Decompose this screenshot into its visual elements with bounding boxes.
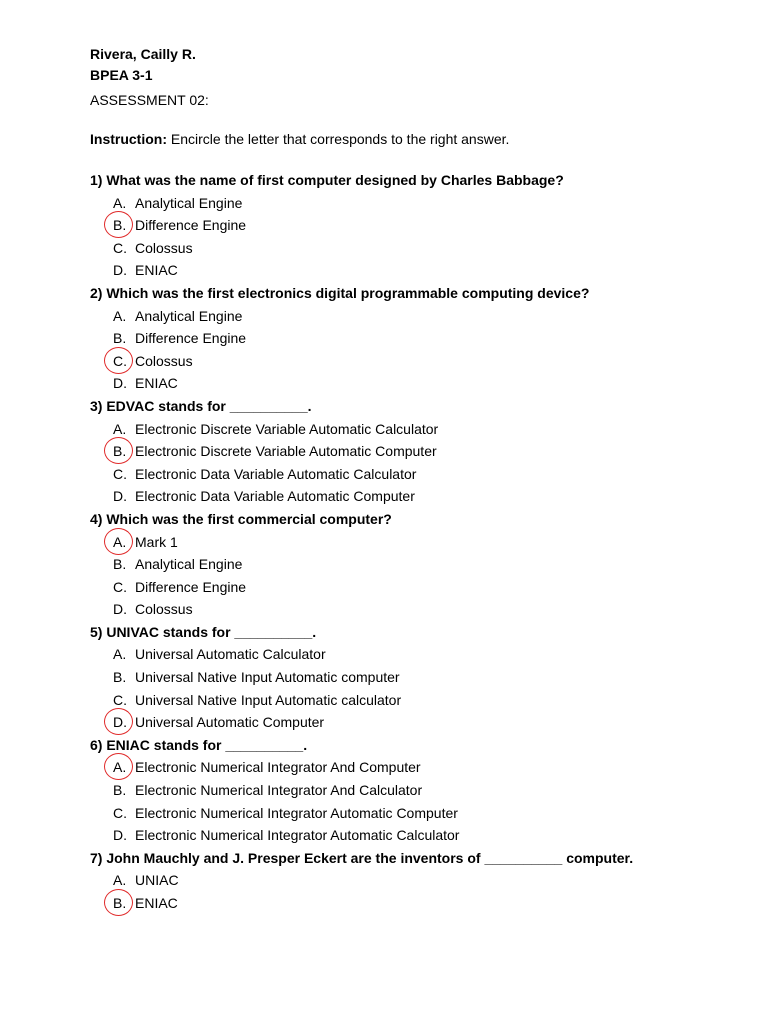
- option-text: Colossus: [135, 601, 193, 618]
- answer-option: [90, 305, 750, 328]
- answer-option: [90, 485, 750, 508]
- question-text: 6) ENIAC stands for __________.: [90, 736, 308, 753]
- option-letter: B.: [113, 895, 127, 911]
- answer-option: [90, 711, 750, 734]
- option-text: Electronic Discrete Variable Automatic Computer: [135, 443, 437, 460]
- answer-option: [90, 259, 750, 282]
- option-letter: B.: [113, 556, 127, 573]
- option-letter: B.: [113, 782, 127, 799]
- question-text: 4) Which was the first commercial computer?: [90, 510, 392, 527]
- option-letter: D.: [113, 827, 127, 844]
- option-letter: D.: [113, 488, 127, 505]
- question-block: [90, 169, 750, 282]
- option-letter: C.: [113, 804, 127, 821]
- option-letter: A.: [113, 307, 127, 324]
- option-letter: A.: [113, 533, 127, 550]
- answer-option: [90, 779, 750, 802]
- option-text: Mark 1: [135, 533, 178, 550]
- option-text: Electronic Data Variable Automatic Calculator: [135, 465, 417, 482]
- answer-option: [90, 531, 750, 554]
- answer-option: [90, 756, 750, 779]
- question-block: [90, 734, 750, 847]
- option-text: ENIAC: [135, 375, 178, 392]
- option-text: ENIAC: [135, 895, 178, 911]
- option-letter: C.: [113, 691, 127, 708]
- option-letter: D.: [113, 714, 127, 731]
- option-letter: C.: [113, 352, 127, 369]
- option-text: UNIAC: [135, 872, 179, 889]
- option-letter: C.: [113, 239, 127, 256]
- option-letter: C.: [113, 465, 127, 482]
- option-text: Colossus: [135, 352, 193, 369]
- option-text: Electronic Numerical Integrator Automatic Calculator: [135, 827, 460, 844]
- option-letter: D.: [113, 262, 127, 279]
- assessment-title: ASSESSMENT 02:: [90, 92, 209, 108]
- question-text: 3) EDVAC stands for __________.: [90, 397, 312, 414]
- instruction: [90, 129, 750, 149]
- option-text: Difference Engine: [135, 217, 247, 234]
- option-letter: A.: [113, 194, 127, 211]
- question-block: [90, 282, 750, 395]
- answer-option: [90, 892, 750, 915]
- option-letter: D.: [113, 375, 127, 392]
- question-text: 2) Which was the first electronics digital programmable computing device?: [90, 284, 590, 301]
- answer-option: [90, 440, 750, 463]
- question-block: [90, 847, 750, 915]
- student-name: Rivera, Cailly R.: [90, 46, 196, 62]
- option-text: Analytical Engine: [135, 194, 243, 211]
- option-text: Electronic Data Variable Automatic Computer: [135, 488, 415, 505]
- option-text: Electronic Numerical Integrator And Computer: [135, 759, 421, 776]
- answer-option: [90, 350, 750, 373]
- document-page: [90, 44, 750, 915]
- answer-option: [90, 576, 750, 599]
- answer-option: [90, 553, 750, 576]
- answer-option: [90, 689, 750, 712]
- answer-option: [90, 643, 750, 666]
- option-text: Colossus: [135, 239, 193, 256]
- question-text: 7) John Mauchly and J. Presper Eckert are the inventors of __________ computer.: [90, 849, 634, 866]
- answer-option: [90, 802, 750, 825]
- option-text: Difference Engine: [135, 330, 247, 347]
- question-text: 5) UNIVAC stands for __________.: [90, 623, 317, 640]
- answer-option: [90, 214, 750, 237]
- answer-option: [90, 666, 750, 689]
- answer-option: [90, 463, 750, 486]
- option-text: Electronic Numerical Integrator Automatic Computer: [135, 804, 458, 821]
- answer-option: [90, 327, 750, 350]
- answer-option: [90, 418, 750, 441]
- option-text: Electronic Discrete Variable Automatic Calculator: [135, 420, 439, 437]
- answer-option: [90, 372, 750, 395]
- option-text: Universal Native Input Automatic calculator: [135, 691, 402, 708]
- option-letter: B.: [113, 330, 127, 347]
- option-letter: A.: [113, 759, 127, 776]
- option-letter: B.: [113, 443, 127, 460]
- answer-option: [90, 192, 750, 215]
- option-letter: A.: [113, 646, 127, 663]
- option-letter: A.: [113, 872, 127, 889]
- option-text: Electronic Numerical Integrator And Calculator: [135, 782, 423, 799]
- option-letter: B.: [113, 669, 127, 686]
- option-text: Difference Engine: [135, 578, 247, 595]
- student-section: BPEA 3-1: [90, 67, 153, 83]
- option-text: Universal Automatic Calculator: [135, 646, 326, 663]
- instruction-label: Instruction:: [90, 131, 167, 147]
- answer-option: [90, 598, 750, 621]
- option-text: Universal Automatic Computer: [135, 714, 325, 731]
- option-letter: C.: [113, 578, 127, 595]
- question-list: [90, 169, 750, 915]
- option-letter: B.: [113, 217, 127, 234]
- instruction-text: Encircle the letter that corresponds to the right answer.: [167, 131, 510, 147]
- question-block: [90, 621, 750, 734]
- answer-option: [90, 237, 750, 260]
- question-block: [90, 508, 750, 621]
- answer-option: [90, 824, 750, 847]
- question-text: 1) What was the name of first computer designed by Charles Babbage?: [90, 172, 564, 188]
- answer-option: [90, 869, 750, 892]
- option-letter: D.: [113, 601, 127, 618]
- option-text: ENIAC: [135, 262, 178, 279]
- option-text: Analytical Engine: [135, 556, 243, 573]
- question-block: [90, 395, 750, 508]
- option-text: Universal Native Input Automatic computer: [135, 669, 400, 686]
- option-text: Analytical Engine: [135, 307, 243, 324]
- option-letter: A.: [113, 420, 127, 437]
